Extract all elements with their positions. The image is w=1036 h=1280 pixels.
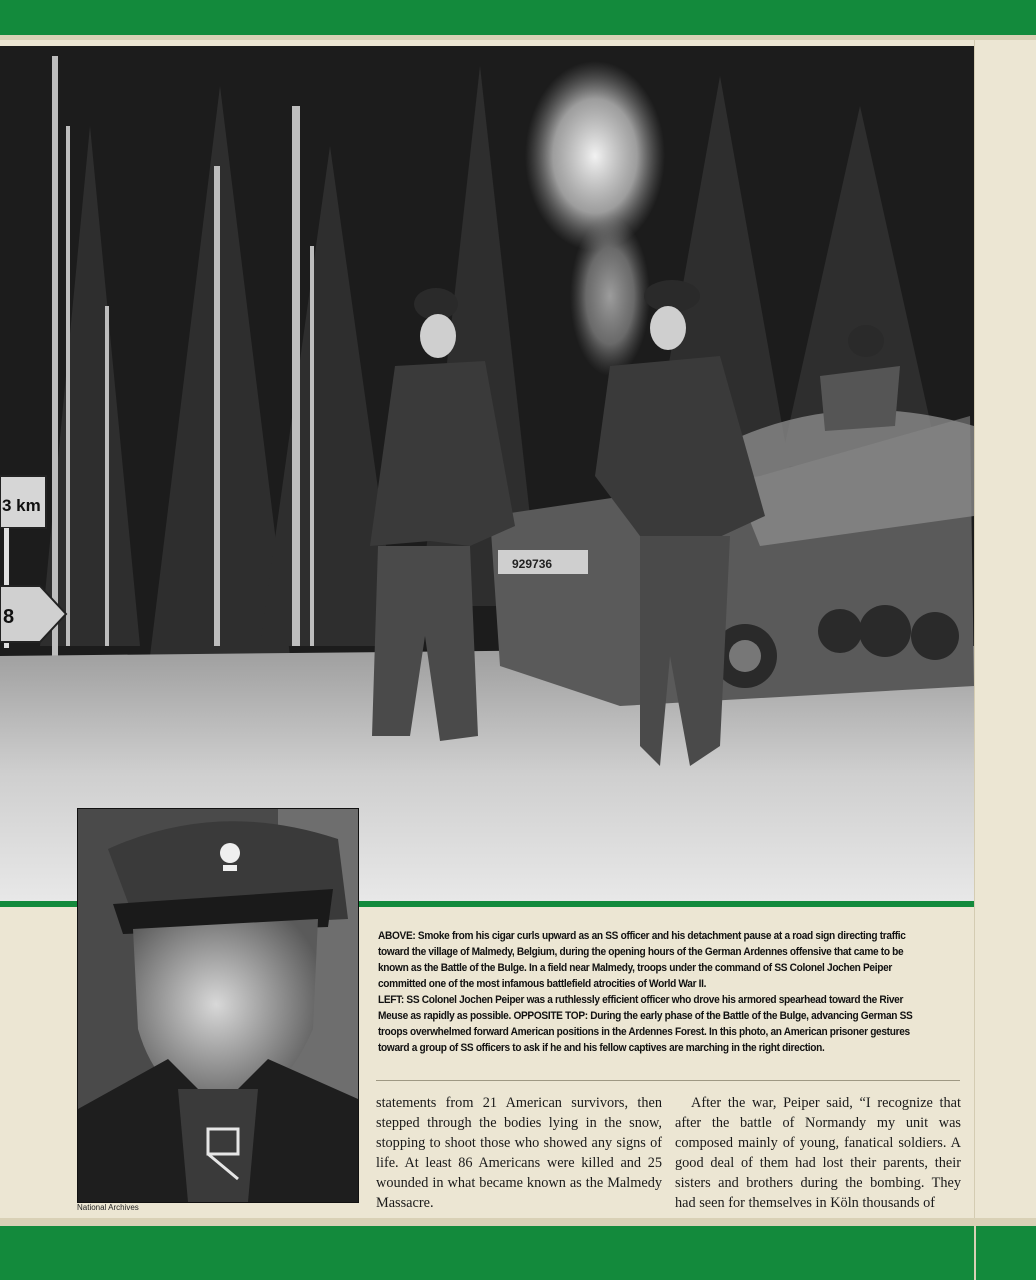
- caption-rule: [376, 1080, 960, 1081]
- caption-above: ABOVE: Smoke from his cigar curls upward as an SS officer and his detachment pause at a road sign directing traffic toward the village of Malmedy, Belgium, during the opening hours of the German Ardennes offensive that came to be known as the Battle of the Bulge. In a field near Malmedy, troops under the command of SS Colonel Jochen Peiper committed one of the most infamous battlefield atrocities of World War II.: [378, 930, 906, 990]
- caption-left: LEFT: SS Colonel Jochen Peiper was a ruthlessly efficient officer who drove his armored spearhead toward the River Meuse as rapidly as possible. OPPOSITE TOP: During the early phase of the Battle of the Bulge, advancing German SS troops overwhelmed forward American positions in the Ardennes Forest. In this photo, an American prisoner gestures toward a group of SS officers to ask if he and his fellow captives are marching in the right direction.: [378, 994, 913, 1054]
- top-green-band: [0, 0, 1036, 35]
- body-paragraph-right: After the war, Peiper said, “I recognize that after the battle of Normandy my unit was composed mainly of young, fanatical soldiers. A good deal of them had lost their parents, their sisters and brothers during the bombing. They had seen for themselves in Köln thousands of: [675, 1095, 961, 1211]
- vehicle-plate: 929736: [512, 557, 553, 571]
- body-paragraph-left: statements from 21 American survivors, then stepped through the bodies lying in the snow, stopping to shoot those who showed any signs of life. At least 86 Americans were killed and 25 wounded in what became known as the Malmedy Massacre.: [376, 1095, 662, 1211]
- body-column-left: [376, 1093, 662, 1213]
- main-photo: [0, 46, 974, 902]
- inset-portrait-photo: [77, 808, 359, 1203]
- right-margin: [974, 40, 1036, 1218]
- photo-caption: [378, 928, 913, 1056]
- bottom-rule: [0, 1218, 1036, 1226]
- photo-credit: National Archives: [77, 1203, 139, 1212]
- bottom-band-divider: [974, 1226, 976, 1280]
- body-column-right: [675, 1093, 961, 1213]
- road-sign-number: 8: [3, 606, 15, 628]
- road-sign-distance: 3 km: [2, 496, 41, 515]
- top-rule: [0, 35, 1036, 40]
- bottom-green-band: [0, 1226, 1036, 1280]
